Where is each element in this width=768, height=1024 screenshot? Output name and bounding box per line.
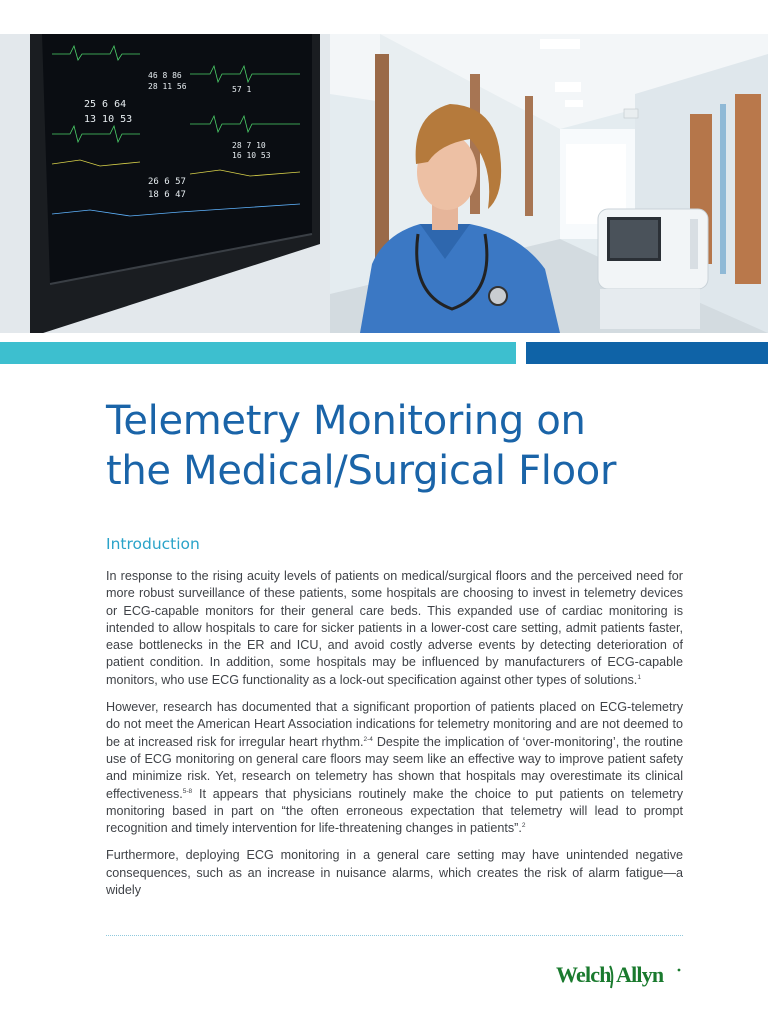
paragraph-text: Despite the implication of ‘over-monitoring’, the routine use of ECG monitoring on general care floors may seem like an effective way to improve patient safety and minimize risk. Yet, research on telemetry has shown that hospitals may overestimate its clinical effectiveness.	[106, 734, 683, 801]
monitor-reading: 25 6 64	[84, 99, 127, 110]
document-title	[106, 396, 726, 496]
monitor-reading: 57 1	[232, 85, 252, 94]
hero-illustration	[0, 34, 768, 333]
citation-ref: 2-4	[363, 735, 373, 743]
hero-image	[0, 34, 768, 333]
paragraph-text: Furthermore, deploying ECG monitoring in a general care setting may have unintended negative consequences, such as an increase in nuisance alarms, which creates the risk of alarm fatigue—a widely	[106, 848, 683, 898]
citation-ref: 2	[521, 821, 526, 829]
svg-text:Welch: Welch	[556, 962, 611, 987]
section-heading: Introduction	[106, 535, 200, 553]
paragraph	[106, 699, 683, 837]
citation-ref: 1	[637, 673, 641, 681]
monitor-reading: 26 6 57	[148, 177, 186, 187]
paragraph	[106, 568, 683, 689]
paragraph	[106, 847, 683, 899]
footer-divider	[106, 935, 683, 936]
accent-band-blue	[526, 342, 768, 364]
monitor-reading: 13 10 53	[84, 114, 133, 125]
svg-text:Allyn: Allyn	[616, 962, 664, 987]
paragraph-text: However, research has documented that a significant proportion of patients placed on ECG-telemetry do not meet the American Heart Association indications for telemetry monitoring and are not deemed to be at increased risk for irregular heart rhythm.	[106, 700, 683, 749]
monitor-reading: 28 11 56	[148, 82, 187, 91]
citation-ref: 5-8	[182, 787, 193, 795]
accent-band-teal	[0, 342, 516, 364]
paragraph-text: In response to the rising acuity levels of patients on medical/surgical floors and the perceived need for more robust surveillance of these patients, some hospitals are choosing to invest in telemetry devices or ECG-capable monitors for their general care beds. This expanded use of cardiac monitoring is intended to allow hospitals to care for sicker patients in a lower-cost care setting, admit patients faster, ease bottlenecks in the ER and ICU, and avoid costly adverse events by detecting deterioration of patient condition. In addition, some hospitals may be influenced by manufacturers of ECG-capable monitors, who use ECG functionality as a lock-out specification against other types of solutions.	[106, 569, 683, 687]
paragraph-text: It appears that physicians routinely make the choice to put patients on telemetry monitoring based in part on “the often erroneous expectation that telemetry will lead to prompt recognition and timely intervention for life-threatening changes in patients”.	[106, 786, 683, 836]
monitor-reading: 46 8 86	[148, 71, 182, 80]
title-line: the Medical/Surgical Floor	[106, 448, 617, 494]
logo-mark	[556, 958, 686, 992]
title-line: Telemetry Monitoring on	[106, 398, 586, 444]
monitor-reading: 18 6 47	[148, 190, 186, 200]
body-text	[106, 568, 683, 909]
monitor-reading: 16 10 53	[232, 151, 271, 160]
welch-allyn-logo	[556, 958, 686, 992]
monitor-reading: 28 7 10	[232, 141, 266, 150]
